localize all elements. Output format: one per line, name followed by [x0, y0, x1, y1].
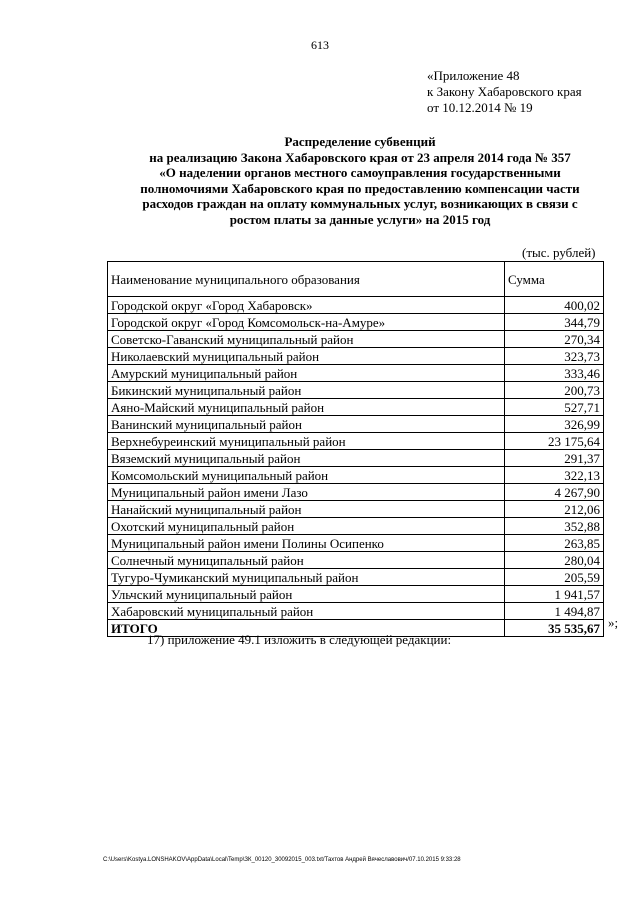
row-name: Комсомольский муниципальный район — [108, 467, 505, 484]
row-sum: 212,06 — [505, 501, 604, 518]
document-title — [100, 134, 620, 227]
table-row — [108, 586, 604, 603]
row-name: Николаевский муниципальный район — [108, 348, 505, 365]
units-label: (тыс. рублей) — [522, 245, 596, 260]
appendix-reference — [427, 68, 582, 116]
page-number: 613 — [311, 38, 329, 52]
row-sum: 200,73 — [505, 382, 604, 399]
header-name: Наименование муниципального образования — [108, 262, 505, 297]
row-sum: 23 175,64 — [505, 433, 604, 450]
table-row — [108, 535, 604, 552]
row-name: Бикинский муниципальный район — [108, 382, 505, 399]
table-row — [108, 518, 604, 535]
row-sum: 323,73 — [505, 348, 604, 365]
table-row — [108, 552, 604, 569]
row-sum: 1 941,57 — [505, 586, 604, 603]
table-row — [108, 501, 604, 518]
row-sum: 280,04 — [505, 552, 604, 569]
row-name: Вяземский муниципальный район — [108, 450, 505, 467]
row-sum: 527,71 — [505, 399, 604, 416]
total-sum: 35 535,67 — [505, 620, 604, 637]
table-row — [108, 348, 604, 365]
closing-quote: »; — [608, 615, 619, 630]
amendment-instruction: 17) приложение 49.1 изложить в следующей редакции: — [147, 632, 452, 647]
table-row — [108, 484, 604, 501]
appendix-line: к Закону Хабаровского края — [427, 84, 582, 99]
footer-file-path: C:\Users\Kostya.LONSHAKOV\AppData\Local\Temp\ЗК_00120_30092015_003.txt/Тахтов Андрей Вячеславович/07.10.2015 9:33:28 — [103, 857, 461, 863]
row-name: Охотский муниципальный район — [108, 518, 505, 535]
row-name: Амурский муниципальный район — [108, 365, 505, 382]
table-row — [108, 331, 604, 348]
row-name: Верхнебуреинский муниципальный район — [108, 433, 505, 450]
row-name: Городской округ «Город Комсомольск-на-Амуре» — [108, 314, 505, 331]
table-row — [108, 433, 604, 450]
table-row — [108, 314, 604, 331]
row-sum: 1 494,87 — [505, 603, 604, 620]
table-row — [108, 569, 604, 586]
table-row — [108, 297, 604, 314]
table-row — [108, 382, 604, 399]
table-row — [108, 450, 604, 467]
table-row — [108, 416, 604, 433]
table-row — [108, 603, 604, 620]
subsidies-table — [107, 261, 604, 637]
table-row — [108, 467, 604, 484]
appendix-line: «Приложение 48 — [427, 68, 520, 83]
row-sum: 333,46 — [505, 365, 604, 382]
row-sum: 263,85 — [505, 535, 604, 552]
title-line: «О наделении органов местного самоуправления государственными — [159, 165, 561, 180]
row-name: Городской округ «Город Хабаровск» — [108, 297, 505, 314]
row-sum: 270,34 — [505, 331, 604, 348]
row-name: Нанайский муниципальный район — [108, 501, 505, 518]
row-sum: 326,99 — [505, 416, 604, 433]
title-line: полномочиями Хабаровского края по предоставлению компенсации части — [140, 180, 580, 196]
row-name: Аяно-Майский муниципальный район — [108, 399, 505, 416]
row-sum: 400,02 — [505, 297, 604, 314]
row-name: Муниципальный район имени Лазо — [108, 484, 505, 501]
table-row — [108, 365, 604, 382]
row-name: Тугуро-Чумиканский муниципальный район — [108, 569, 505, 586]
title-line: на реализацию Закона Хабаровского края от 23 апреля 2014 года № 357 — [149, 149, 571, 165]
row-name: Советско-Гаванский муниципальный район — [108, 331, 505, 348]
row-sum: 205,59 — [505, 569, 604, 586]
table-header-row — [108, 262, 604, 297]
row-sum: 291,37 — [505, 450, 604, 467]
row-sum: 344,79 — [505, 314, 604, 331]
row-sum: 352,88 — [505, 518, 604, 535]
appendix-line: от 10.12.2014 № 19 — [427, 100, 533, 115]
total-label: ИТОГО — [108, 620, 505, 637]
title-line: расходов граждан на оплату коммунальных услуг, возникающих в связи с — [142, 196, 578, 211]
row-sum: 322,13 — [505, 467, 604, 484]
header-sum: Сумма — [505, 262, 604, 297]
row-name: Ульчский муниципальный район — [108, 586, 505, 603]
row-name: Ванинский муниципальный район — [108, 416, 505, 433]
row-name: Муниципальный район имени Полины Осипенко — [108, 535, 505, 552]
row-name: Солнечный муниципальный район — [108, 552, 505, 569]
row-name: Хабаровский муниципальный район — [108, 603, 505, 620]
row-sum: 4 267,90 — [505, 484, 604, 501]
title-line: ростом платы за данные услуги» на 2015 год — [229, 211, 491, 227]
title-line: Распределение субвенций — [284, 134, 436, 149]
table-row — [108, 399, 604, 416]
